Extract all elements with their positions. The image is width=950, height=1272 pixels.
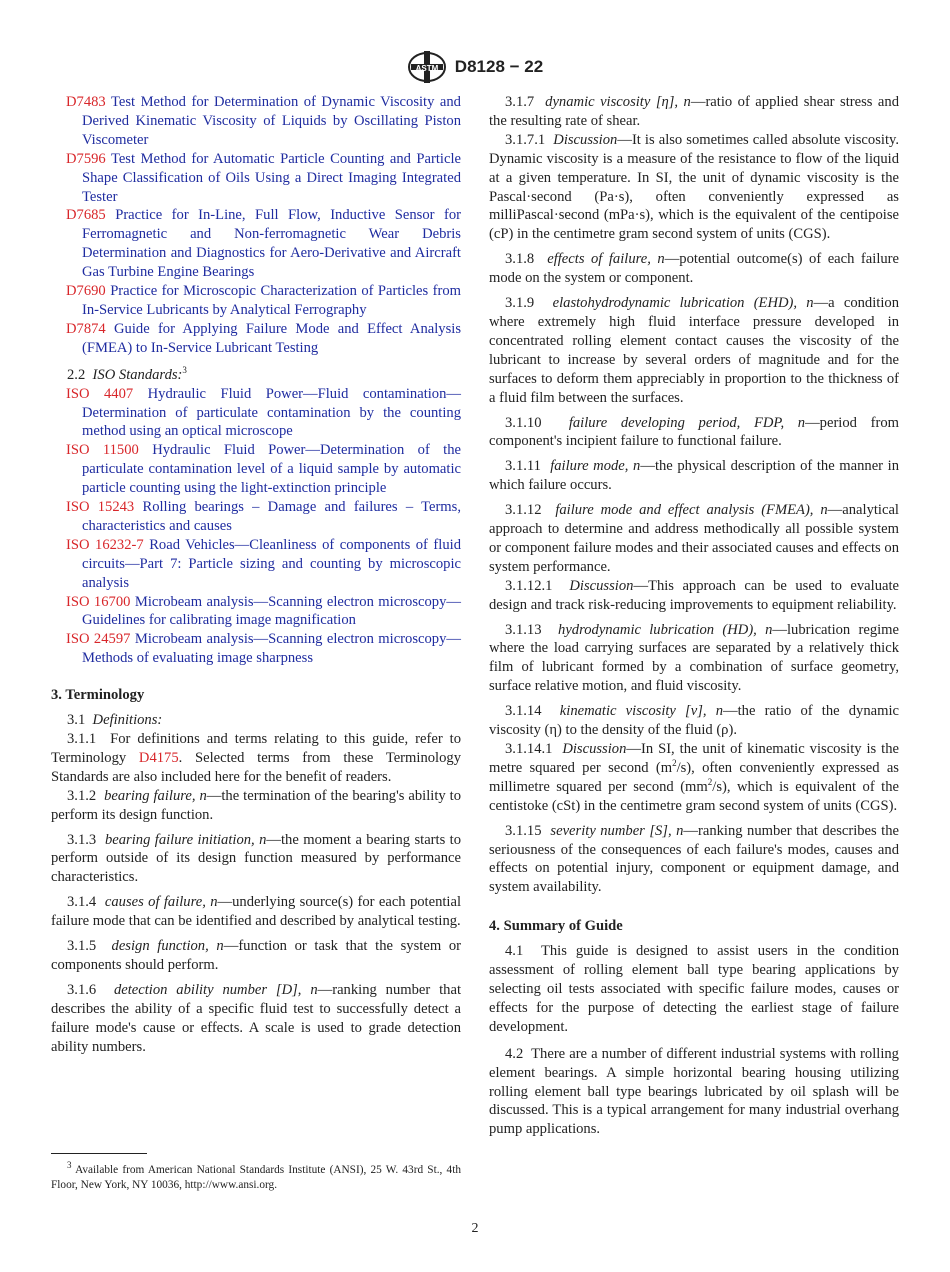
discussion-paragraph: 3.1.14.1 Discussion—In SI, the unit of kinematic viscosity is the metre squared per second $(m^2/s)$, often conveniently expressed as millimetre squared per second $(mm^2/s)$, which is equivalent of the centistoke (cSt) in the centimetre gram second system of units (CGS).: [489, 741, 899, 814]
reference-code-link[interactable]: D7690: [66, 283, 106, 300]
section-heading-summary: 4. Summary of Guide: [489, 918, 623, 935]
reference-code-link[interactable]: D7596: [66, 150, 106, 167]
reference-title-link[interactable]: Test Method for Determination of Dynamic Viscosity and Derived Kinematic Viscosity of Liquids by Oscillating Piston Viscometer: [82, 94, 461, 148]
svg-text:ASTM: ASTM: [415, 64, 439, 73]
right-column: [489, 93, 899, 1139]
reference-code-link[interactable]: ISO 4407: [66, 385, 134, 402]
reference-item: [51, 206, 461, 282]
term-definition: 3.1.4 causes of failure, n—underlying source(s) for each potential failure mode that can be identified and described by analytical testing.: [51, 894, 462, 930]
term-definition: 3.1.14 kinematic viscosity [ν], n—the ratio of the dynamic viscosity (η) to the density of the fluid (ρ).: [489, 703, 899, 739]
reference-item: [51, 282, 461, 320]
reference-item: [51, 93, 461, 150]
reference-title-link[interactable]: Hydraulic Fluid Power—Determination of the particulate contamination level of a liquid sample by automatic particle counting using the light-extinction principle: [82, 442, 461, 497]
reference-item: [51, 593, 461, 631]
reference-code-link[interactable]: ISO 15243: [66, 499, 135, 516]
reference-title-link[interactable]: Rolling bearings – Damage and failures – Terms, characteristics and causes: [82, 499, 461, 534]
term-definition: 3.1.7 dynamic viscosity [η], n—ratio of applied shear stress and the resulting rate of shear.: [489, 94, 899, 129]
reference-title-link[interactable]: Microbeam analysis—Scanning electron microscopy—Guidelines for calibrating image magnification: [82, 593, 461, 629]
reference-item: [51, 630, 461, 668]
term-definition: 3.1.10 failure developing period, FDP, n—period from component's incipient failure to functional failure.: [489, 414, 899, 450]
reference-title-link[interactable]: Road Vehicles—Cleanliness of components of fluid circuits—Part 7: Particle sizing and counting by microscopic analysis: [82, 536, 461, 591]
term-definition: 3.1.2 bearing failure, n—the termination of the bearing's ability to perform its design function.: [51, 787, 461, 823]
footnote-divider: [51, 1153, 147, 1154]
paragraph-3-1-1: 3.1.1 For definitions and terms relating to this guide, refer to Terminology D4175. Selected terms from these Terminology Standards are also included here for the benefit of readers.: [51, 731, 461, 785]
reference-title-link[interactable]: Guide for Applying Failure Mode and Effect Analysis (FMEA) to In-Service Lubricant Testing: [82, 320, 462, 356]
reference-title-link[interactable]: Practice for Microscopic Characterization of Particles from In-Service Lubricants by Analytical Ferrography: [82, 283, 461, 318]
term-definition: 3.1.9 elastohydrodynamic lubrication (EHD), n—a condition where extremely high fluid interface pressure developed in concentrated rolling element contact causes the viscosity of the lubricant to increase by several orders of magnitude and for the surfaces to deform them appreciably in proportion to the thickness of a fluid film between the surfaces.: [489, 295, 899, 406]
definitions-heading: 3.1 Definitions:: [67, 712, 163, 729]
page-number: 2: [471, 1221, 479, 1236]
document-designation: D8128 − 22: [454, 57, 544, 76]
footnote: $^3$ Available from American National Standards Institute (ANSI), 25 W. 43rd St., 4th Floor, New York, NY 10036, http://www.ansi.org.: [51, 1160, 461, 1191]
terminology-link[interactable]: D4175: [138, 749, 179, 766]
term-definition: 3.1.12 failure mode and effect analysis (FMEA), n—analytical approach to determine and address methodically all possible system or component failure modes and their associated causes and effects on system performance.: [489, 502, 899, 575]
paragraph-4-2: 4.2 There are a number of different industrial systems with rolling element bearings. A simple horizontal bearing housing utilizing rolling element ball type bearings lubricated by oil splash will be discussed. This is a typical arrangement for many industrial overhang pump applications.: [489, 1045, 899, 1138]
term-definition: 3.1.6 detection ability number [D], n—ranking number that describes the ability of a specific fluid test to successfully detect a failure mode's cause or effects. A scale is used to grade detection ability numbers.: [51, 981, 461, 1055]
reference-item: [51, 320, 461, 358]
paragraph-4-1: 4.1 This guide is designed to assist users in the condition assessment of rolling element ball type bearing applications by selecting oil tests associated with specific failure modes, causes or effects for the purpose of detecting the earliest stage of failure development.: [489, 943, 899, 1035]
reference-item: [51, 498, 461, 536]
term-definition: 3.1.5 design function, n—function or task that the system or components should perform.: [51, 938, 461, 973]
page-header: [0, 50, 950, 84]
reference-code-link[interactable]: D7685: [66, 207, 106, 224]
reference-item: [51, 536, 461, 593]
reference-code-link[interactable]: ISO 24597: [66, 631, 131, 648]
section-heading-terminology: 3. Terminology: [51, 687, 145, 704]
reference-code-link[interactable]: ISO 11500: [66, 442, 139, 459]
left-column: [51, 93, 461, 1057]
reference-code-link[interactable]: ISO 16232-7: [66, 536, 144, 553]
term-definition: 3.1.8 effects of failure, n—potential outcome(s) of each failure mode on the system or component.: [489, 251, 900, 287]
reference-code-link[interactable]: D7874: [66, 320, 106, 337]
reference-title-link[interactable]: Hydraulic Fluid Power—Fluid contamination—Determination of particulate contamination by the counting method using an optical microscope: [82, 385, 461, 440]
discussion-paragraph: 3.1.12.1 Discussion—This approach can be used to evaluate design and track risk-reducing improvements to equipment reliability.: [489, 577, 899, 613]
reference-title-link[interactable]: Test Method for Automatic Particle Counting and Particle Shape Classification of Oils Using a Direct Imaging Integrated Tester: [82, 150, 461, 205]
reference-title-link[interactable]: Microbeam analysis—Scanning electron microscopy—Methods of evaluating image sharpness: [82, 631, 461, 667]
term-definition: 3.1.3 bearing failure initiation, n—the moment a bearing starts to perform outside of its design function measured by performance characteristics.: [51, 831, 462, 886]
reference-item: [51, 385, 461, 442]
discussion-paragraph: 3.1.7.1 Discussion—It is also sometimes called absolute viscosity. Dynamic viscosity is a measure of the resistance to flow of the liquid at a given temperature. In SI, the unit of dynamic viscosity is the Pascal·second (Pa·s), often conveniently expressed as milliPascal·second (mPa·s), which is the equivalent of the centipoise (cP) in the centimetre gram second system of units (CGS).: [489, 131, 899, 243]
footnote-marker[interactable]: 3: [182, 364, 187, 375]
term-definition: 3.1.13 hydrodynamic lubrication (HD), n—lubrication regime where the load carrying surfaces are separated by a relatively thick film of lubricant formed by a combination of surface geometry, surface relative motion, and fluid viscosity.: [489, 621, 900, 695]
term-definition: 3.1.11 failure mode, n—the physical description of the manner in which failure occurs.: [489, 458, 900, 494]
iso-standards-heading: 2.2 ISO Standards:$^3$: [67, 364, 187, 383]
term-definition: 3.1.15 severity number [S], n—ranking number that describes the seriousness of the consequences of each failure's modes, causes and effects on potential injury, component or equipment damage, and system availability.: [489, 822, 900, 896]
reference-item: [51, 150, 461, 207]
reference-code-link[interactable]: ISO 16700: [66, 593, 131, 610]
reference-item: [51, 441, 461, 498]
reference-code-link[interactable]: D7483: [66, 94, 106, 110]
astm-logo-icon: [407, 50, 447, 84]
reference-title-link[interactable]: Practice for In-Line, Full Flow, Inductive Sensor for Ferromagnetic and Non-ferromagnetic Wear Debris Determination and Diagnostics for Aero-Derivative and Aircraft Gas Turbine Engine Bearings: [82, 207, 461, 281]
